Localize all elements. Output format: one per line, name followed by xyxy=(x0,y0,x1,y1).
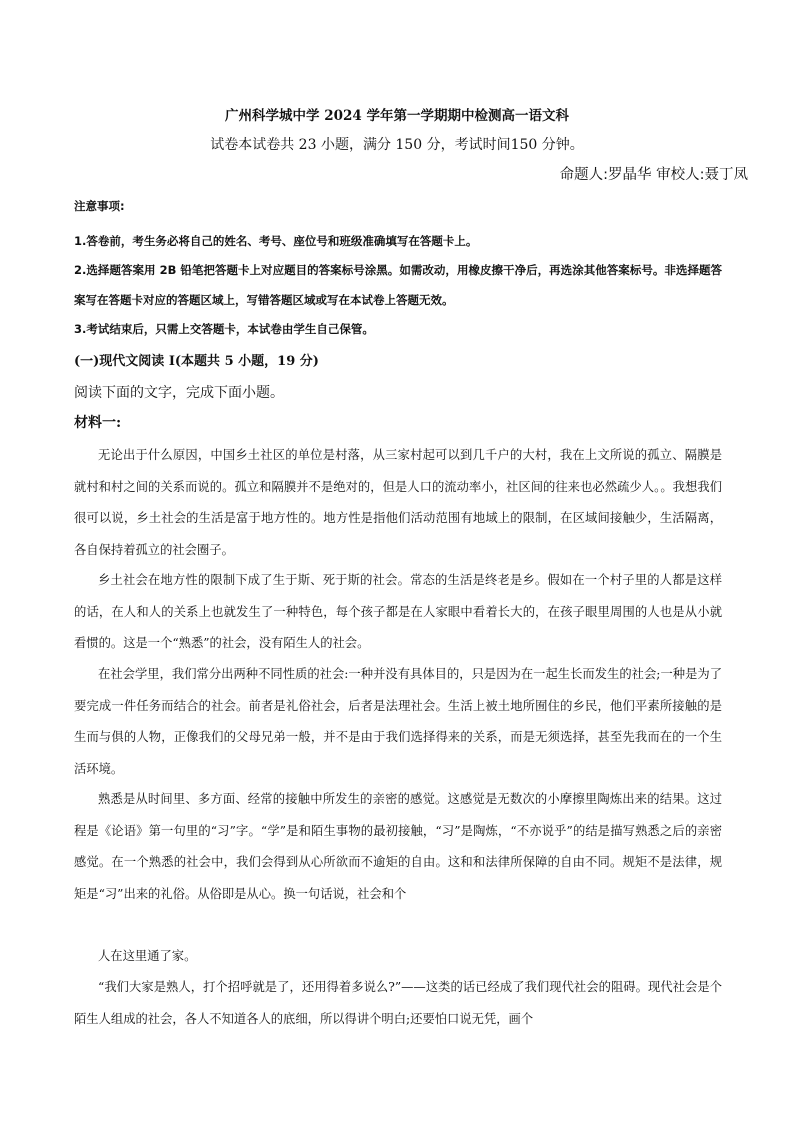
passage-paragraph-3: 在社会学里，我们常分出两种不同性质的社会:一种并没有具体目的，只是因为在一起生长而发生的社会;一种是为了要完成一件任务而结合的社会。前者是礼俗社会，后者是法理社会。生活上被土地所囿住的乡民，他们平素所接触的是生而与俱的人物，正像我们的父母兄弟一般，并不是由于我们选择得来的关系，而是无须选择，甚至先我而在的一个生活环境。 xyxy=(74,667,722,776)
passage-paragraph-2: 乡土社会在地方性的限制下成了生于斯、死于斯的社会。常态的生活是终老是乡。假如在一个村子里的人都是这样的话，在人和人的关系上也就发生了一种特色，每个孩子都是在人家眼中看着长大的，在孩子眼里周围的人也是从小就看惯的。这是一个“熟悉”的社会，没有陌生人的社会。 xyxy=(74,573,722,650)
passage-paragraph-1: 无论出于什么原因，中国乡土社区的单位是村落，从三家村起可以到几千户的大村，我在上文所说的孤立、隔膜是就村和村之间的关系而说的。孤立和隔膜并不是绝对的，但是人口的流动率小，社区间的往来也必然疏少人。。我想我们很可以说，乡土社会的生活是富于地方性的。地方性是指他们活动范围有地域上的限制，在区域间接触少，生活隔离，各自保持着孤立的社会圈子。 xyxy=(74,448,722,557)
section-heading: (一)现代文阅读 I(本题共 5 小题，19 分) xyxy=(74,354,319,369)
reading-instruction: 阅读下面的文字，完成下面小题。 xyxy=(74,385,284,401)
passage-paragraph-5: 人在这里通了家。 xyxy=(98,949,197,963)
passage-paragraph-6: “我们大家是熟人，打个招呼就是了，还用得着多说么?”——这类的话已经成了我们现代社会的阻碍。现代社会是个陌生人组成的社会，各人不知道各人的底细，所以得讲个明白;还要怕口说无凭，画个 xyxy=(74,980,722,1026)
material-label: 材料一: xyxy=(74,415,122,431)
author-line: 命题人:罗晶华 审校人:聂丁凤 xyxy=(559,167,748,183)
notice-item-3: 3.考试结束后，只需上交答题卡，本试卷由学生自己保管。 xyxy=(74,322,374,336)
notice-heading: 注意事项: xyxy=(74,199,125,213)
exam-subtitle: 试卷本试卷共 23 小题，满分 150 分，考试时间150 分钟。 xyxy=(210,137,584,153)
passage-paragraph-4: 熟悉是从时间里、多方面、经常的接触中所发生的亲密的感觉。这感觉是无数次的小摩擦里陶炼出来的结果。这过程是《论语》第一句里的“习”字。“学”是和陌生事物的最初接触，“习”是陶炼，“不亦说乎”的结是描写熟悉之后的亲密感觉。在一个熟悉的社会中，我们会得到从心所欲而不逾矩的自由。这和和法律所保障的自由不同。规矩不是法律，规矩是“习”出来的礼俗。从俗即是从心。换一句话说，社会和个 xyxy=(74,792,722,901)
exam-title: 广州科学城中学 2024 学年第一学期期中检测高一语文科 xyxy=(225,108,569,124)
notice-item-1: 1.答卷前，考生务必将自己的姓名、考号、座位号和班级准确填写在答题卡上。 xyxy=(74,234,478,248)
notice-item-2: 2.选择题答案用 2B 铅笔把答题卡上对应题目的答案标号涂黑。如需改动，用橡皮擦干净后，再选涂其他答案标号。非选择题答案写在答题卡对应的答题区域上，写错答题区域或写在本试卷上答题无效。 xyxy=(74,263,722,307)
